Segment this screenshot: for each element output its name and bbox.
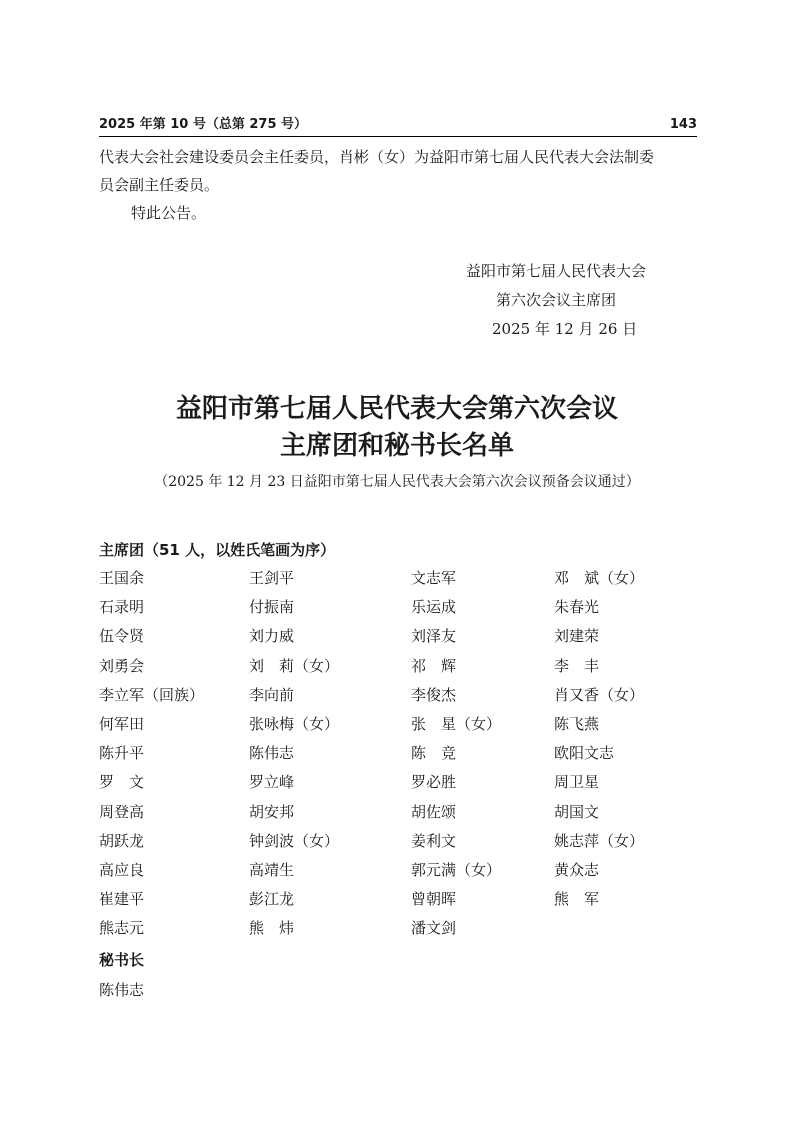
member-name: 文志军	[411, 569, 457, 587]
member-name: 崔建平	[99, 890, 145, 909]
secretary-name: 陈伟志	[99, 981, 145, 999]
member-name: 陈 竞	[411, 744, 457, 763]
secretary-heading: 秘书长	[99, 951, 145, 969]
member-name: 肖又香（女）	[554, 685, 645, 704]
member-name: 刘建荣	[554, 627, 600, 646]
closing-text: 特此公告。	[131, 204, 207, 222]
member-name: 周卫星	[554, 773, 600, 792]
member-name: 何军田	[99, 714, 145, 733]
name-row	[99, 714, 719, 743]
member-name: 潘文剑	[411, 919, 457, 938]
member-name: 姜利文	[411, 831, 457, 850]
list-title-line-2: 主席团和秘书长名单	[279, 431, 514, 461]
page-header	[99, 116, 697, 137]
member-name: 郭元满（女）	[411, 860, 502, 879]
issue-label: 2025 年第 10 号（总第 275 号）	[99, 117, 308, 132]
member-name: 陈飞燕	[554, 714, 600, 733]
name-row	[99, 626, 719, 655]
member-name: 黄众志	[554, 860, 600, 879]
name-row	[99, 802, 719, 831]
member-name: 高靖生	[249, 860, 295, 879]
member-name: 陈伟志	[249, 744, 295, 763]
member-name: 祁 辉	[411, 656, 457, 675]
member-name: 刘力威	[249, 627, 295, 646]
member-name: 钟剑波（女）	[249, 831, 340, 850]
name-row	[99, 597, 719, 626]
presidium-heading: 主席团（51 人，以姓氏笔画为序）	[99, 541, 336, 559]
name-row	[99, 918, 719, 947]
member-name: 石录明	[99, 598, 145, 617]
list-title-line-1: 益阳市第七届人民代表大会第六次会议	[175, 394, 618, 424]
member-name: 熊志元	[99, 919, 145, 938]
member-name: 王国余	[99, 569, 145, 587]
name-row	[99, 743, 719, 772]
member-name: 刘 莉（女）	[249, 656, 340, 675]
member-name: 邓 斌（女）	[554, 569, 645, 587]
body-text-line-2: 员会副主任委员。	[99, 176, 220, 194]
member-name: 付振南	[249, 598, 295, 617]
member-name: 罗 文	[99, 773, 145, 792]
list-subtitle: （2025 年 12 月 23 日益阳市第七届人民代表大会第六次会议预备会议通过）	[154, 474, 640, 490]
member-name: 李俊杰	[411, 685, 457, 704]
member-name: 乐运成	[411, 598, 457, 617]
signature-date: 2025 年 12 月 26 日	[492, 320, 638, 338]
signature-presidium: 第六次会议主席团	[496, 291, 617, 309]
member-name: 朱春光	[554, 598, 600, 617]
member-name: 胡国文	[554, 802, 600, 821]
member-name: 熊 军	[554, 890, 600, 909]
member-name: 胡跃龙	[99, 831, 145, 850]
member-name: 胡安邦	[249, 802, 295, 821]
name-row	[99, 656, 719, 685]
member-name: 刘泽友	[411, 627, 457, 646]
member-name: 胡佐颂	[411, 802, 457, 821]
body-text-line-1: 代表大会社会建设委员会主任委员，肖彬（女）为益阳市第七届人民代表大会法制委	[99, 148, 655, 166]
name-row	[99, 685, 719, 714]
signature-org: 益阳市第七届人民代表大会	[466, 262, 647, 280]
member-name: 高应良	[99, 860, 145, 879]
member-name: 李立军（回族）	[99, 685, 205, 704]
name-row	[99, 860, 719, 889]
member-name: 王剑平	[249, 569, 295, 587]
name-row	[99, 831, 719, 860]
member-name: 刘勇会	[99, 656, 145, 675]
member-name: 罗必胜	[411, 773, 457, 792]
page-number: 143	[669, 117, 697, 132]
name-row	[99, 772, 719, 801]
presidium-name-grid	[99, 568, 719, 947]
member-name: 张 星（女）	[411, 714, 502, 733]
member-name: 张咏梅（女）	[249, 714, 340, 733]
member-name: 李 丰	[554, 656, 600, 675]
member-name: 周登高	[99, 802, 145, 821]
name-row	[99, 568, 719, 597]
member-name: 罗立峰	[249, 773, 295, 792]
member-name: 熊 炜	[249, 919, 295, 938]
member-name: 曾朝晖	[411, 890, 457, 909]
member-name: 陈升平	[99, 744, 145, 763]
member-name: 李向前	[249, 685, 295, 704]
member-name: 欧阳文志	[554, 744, 615, 763]
member-name: 伍令贤	[99, 627, 145, 646]
name-row	[99, 889, 719, 918]
member-name: 姚志萍（女）	[554, 831, 645, 850]
member-name: 彭江龙	[249, 890, 295, 909]
